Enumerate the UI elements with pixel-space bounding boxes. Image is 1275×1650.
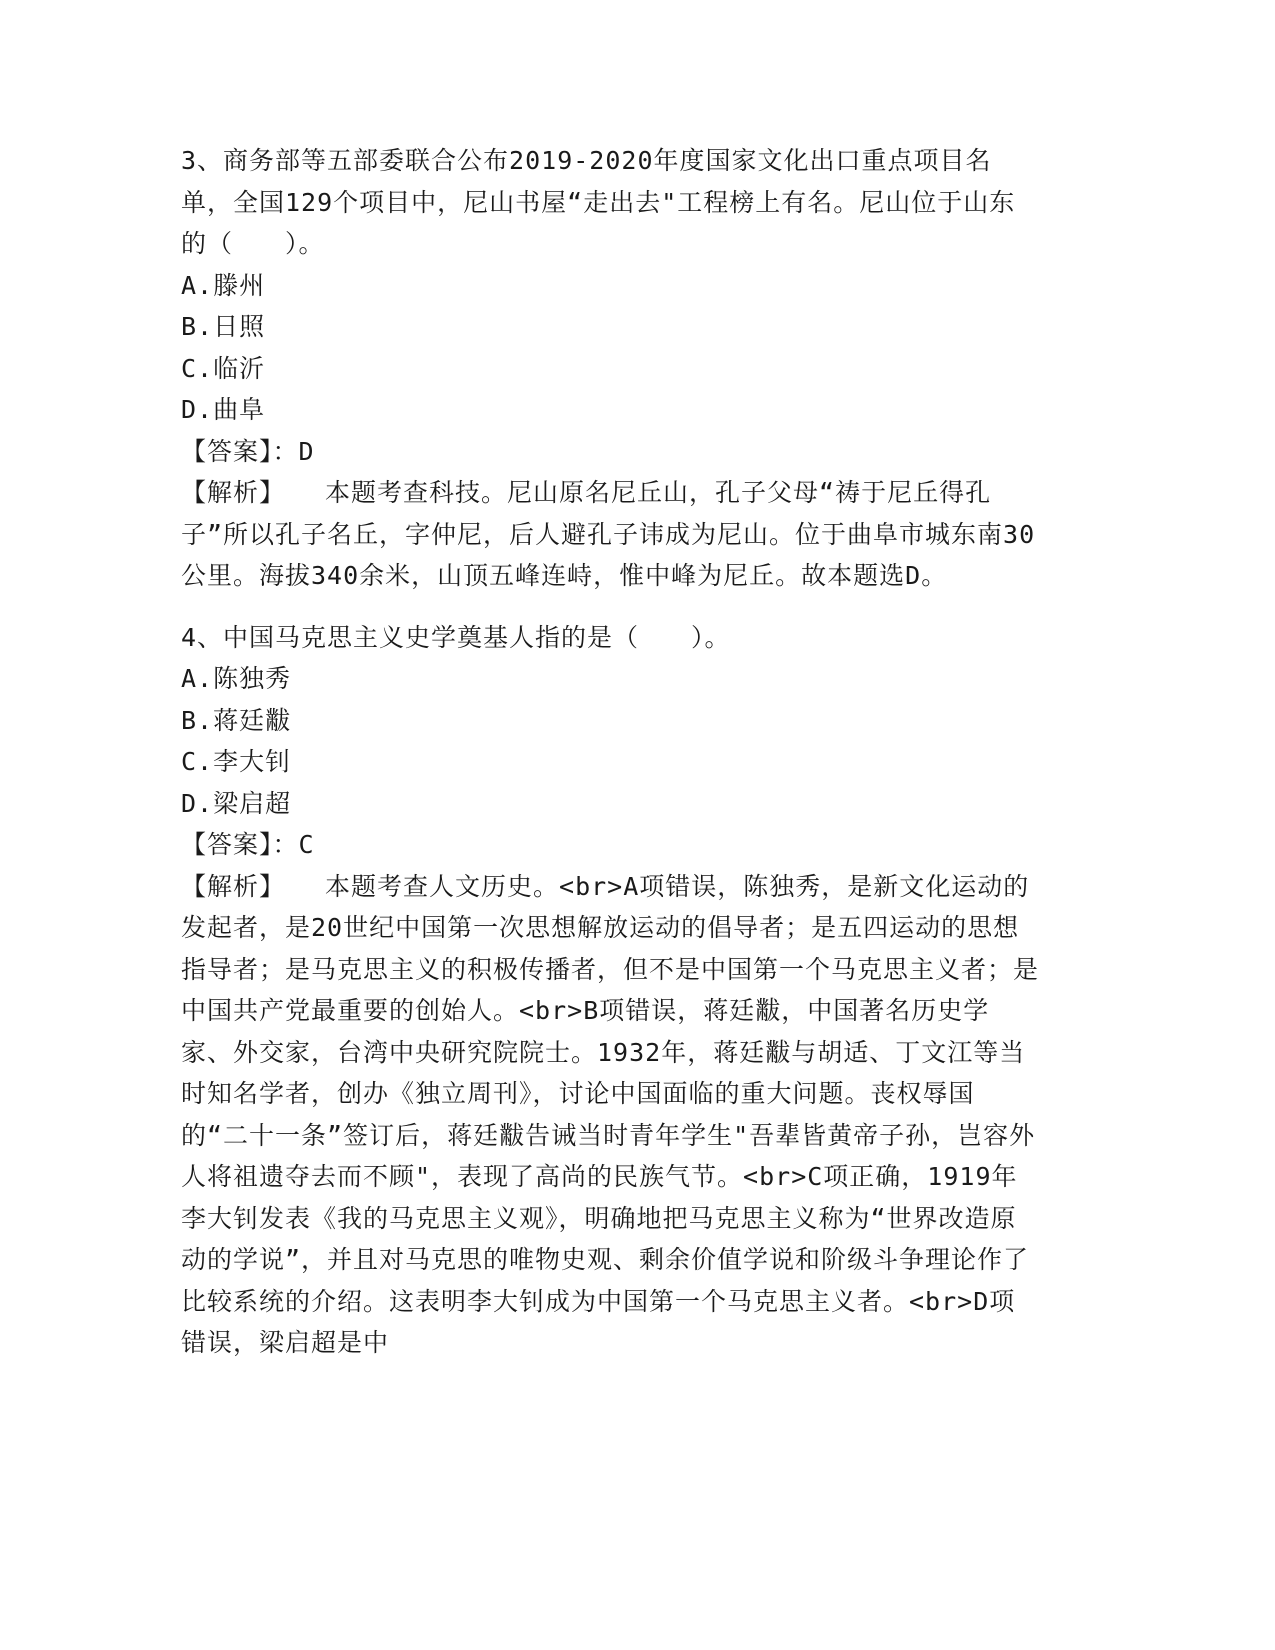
option-c: C.临沂 (181, 353, 266, 383)
answer-line (181, 431, 1041, 473)
option-b: B.日照 (181, 312, 266, 341)
option-b: B.蒋廷黻 (181, 705, 292, 735)
document-page (181, 140, 1041, 1364)
question-4 (181, 617, 1041, 1364)
answer-label: 【答案】： (181, 436, 299, 466)
option-a: A.滕州 (181, 270, 266, 300)
answer-value: D (298, 436, 315, 466)
analysis-text: 本题考查科技。尼山原名尼丘山，孔子父母“祷于尼丘得孔子”所以孔子名丘，字仲尼，后人避孔子讳成为尼山。位于曲阜市城东南30公里。海拔340余米，山顶五峰连峙，惟中峰为尼丘。故本题选D。 (181, 478, 1036, 590)
analysis-line (181, 472, 1041, 597)
option-a: A.陈独秀 (181, 664, 292, 693)
option-d: D.曲阜 (181, 395, 266, 424)
answer-value: C (298, 830, 315, 859)
analysis-line (181, 866, 1041, 1364)
answer-line (181, 824, 1041, 866)
question-stem: 4、中国马克思主义史学奠基人指的是（ ）。 (181, 622, 731, 652)
analysis-label: 【解析】 (181, 871, 286, 901)
question-stem: 3、商务部等五部委联合公布2019-2020年度国家文化出口重点项目名单，全国129个项目中，尼山书屋“走出去"工程榜上有名。尼山位于山东的（ ）。 (181, 146, 1016, 258)
answer-label: 【答案】： (181, 830, 299, 859)
option-d: D.梁启超 (181, 788, 292, 818)
analysis-text: 本题考查人文历史。<br>A项错误，陈独秀，是新文化运动的发起者，是20世纪中国第一次思想解放运动的倡导者；是五四运动的思想指导者；是马克思主义的积极传播者，但不是中国第一个马克思主义者；是中国共产党最重要的创始人。<br>B项错误，蒋廷黻，中国著名历史学家、外交家，台湾中央研究院院士。1932年，蒋廷黻与胡适、丁文江等当时知名学者，创办《独立周刊》，讨论中国面临的重大问题。丧权辱国的“二十一条”签订后，蒋廷黻告诫当时青年学生"吾辈皆黄帝子孙，岂容外人将祖遗夺去而不顾"，表现了高尚的民族气节。<br>C项正确，1919年李大钊发表《我的马克思主义观》，明确地把马克思主义称为“世界改造原动的学说”，并且对马克思的唯物史观、剩余价值学说和阶级斗争理论作了比较系统的介绍。这表明李大钊成为中国第一个马克思主义者。<br>D项错误，梁启超是中 (181, 871, 1040, 1357)
analysis-label: 【解析】 (181, 478, 286, 507)
option-c: C.李大钊 (181, 747, 292, 776)
question-3 (181, 140, 1041, 597)
